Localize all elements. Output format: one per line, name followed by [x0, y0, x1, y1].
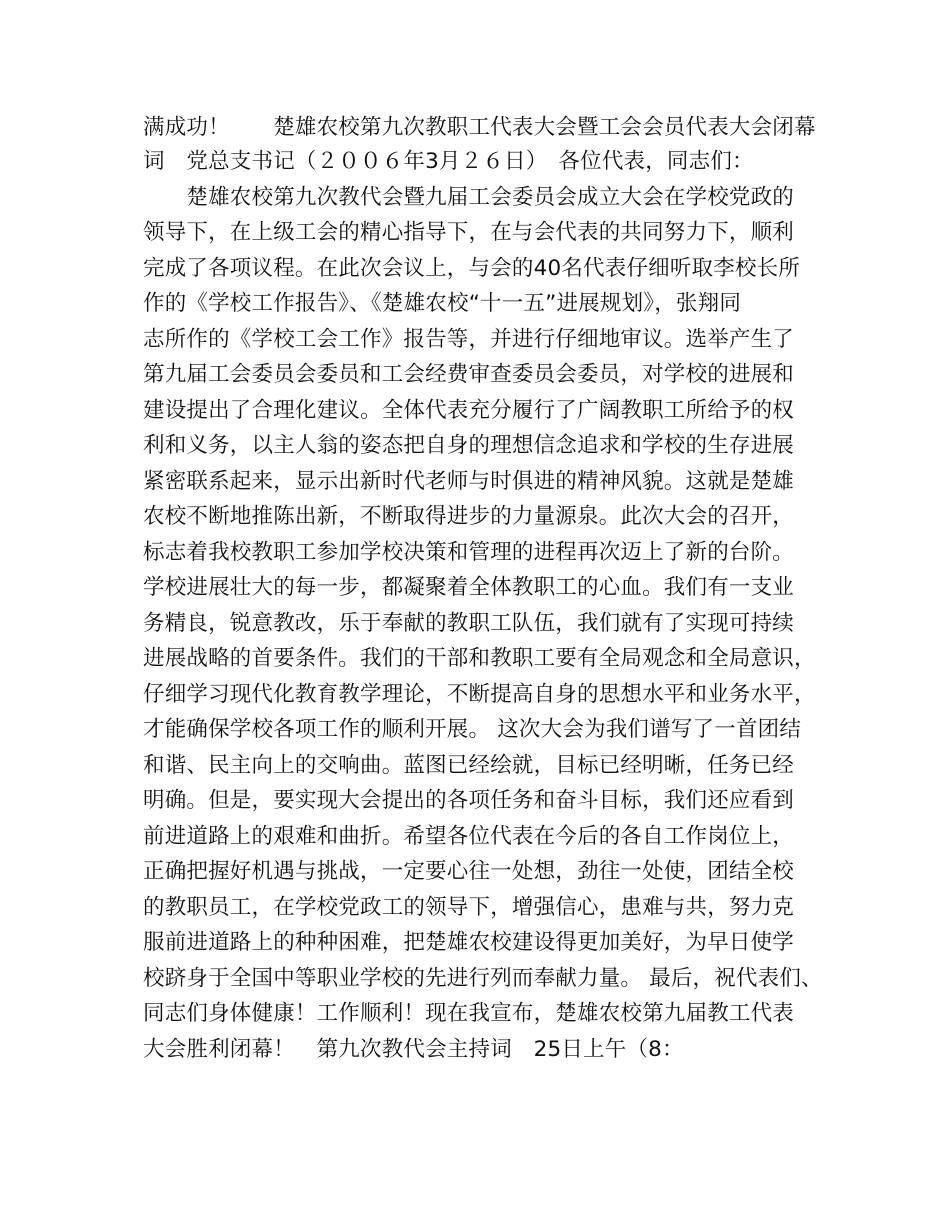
- text-line: 务精良，锐意教改，乐于奉献的教职工队伍，我们就有了实现可持续: [143, 611, 795, 636]
- text-line: 才能确保学校各项工作的顺利开展。 这次大会为我们谱写了一首团结: [143, 717, 802, 742]
- text-line: 服前进道路上的种种困难，把楚雄农校建设得更加美好，为早日使学: [143, 930, 795, 955]
- text-line: 正确把握好机遇与挑战，一定要心往一处想，劲往一处使，团结全校: [143, 859, 795, 884]
- text-line: 仔细学习现代化教育教学理论，不断提高自身的思想水平和业务水平，: [143, 682, 816, 707]
- text-line: 志所作的《学校工会工作》报告等，并进行仔细地审议。选举产生了: [143, 327, 795, 352]
- text-line: 前进道路上的艰难和曲折。希望各位代表在今后的各自工作岗位上，: [143, 824, 795, 849]
- text-line: 进展战略的首要条件。我们的干部和教职工要有全局观念和全局意识，: [143, 646, 816, 671]
- text-line: 明确。但是，要实现大会提出的各项任务和奋斗目标，我们还应看到: [143, 788, 795, 813]
- text-line: 和谐、民主向上的交响曲。蓝图已经绘就，目标已经明晰，任务已经: [143, 753, 795, 778]
- text-line: 学校进展壮大的每一步，都凝聚着全体教职工的心血。我们有一支业: [143, 575, 795, 600]
- text-line: 校跻身于全国中等职业学校的先进行列而奉献力量。 最后，祝代表们、: [143, 966, 823, 991]
- text-line: 农校不断地推陈出新，不断取得进步的力量源泉。此次大会的召开，: [143, 504, 795, 529]
- text-line: 大会胜利闭幕！ 第九次教代会主持词 25日上午（8：: [143, 1037, 684, 1062]
- text-line: 作的《学校工作报告》、《楚雄农校“十一五”进展规划》，张翔同: [143, 291, 742, 316]
- text-line: 同志们身体健康！工作顺利！现在我宣布，楚雄农校第九届教工代表: [143, 1001, 795, 1026]
- text-line: 的教职员工，在学校党政工的领导下，增强信心，患难与共，努力克: [143, 895, 795, 920]
- text-line: 利和义务，以主人翁的姿态把自身的理想信念追求和学校的生存进展: [143, 433, 795, 458]
- text-line: 完成了各项议程。在此次会议上，与会的40名代表仔细听取李校长所: [143, 256, 801, 281]
- text-line: 领导下，在上级工会的精心指导下，在与会代表的共同努力下，顺利: [143, 220, 795, 245]
- text-line: 词 党总支书记（２００６年3月２６日） 各位代表，同志们：: [143, 149, 754, 174]
- text-line: 满成功！ 楚雄农校第九次教职工代表大会暨工会会员代表大会闭幕: [143, 115, 816, 140]
- text-line: 建设提出了合理化建议。全体代表充分履行了广阔教职工所给予的权: [143, 398, 795, 423]
- text-line: 标志着我校教职工参加学校决策和管理的进程再次迈上了新的台阶。: [143, 540, 795, 565]
- text-line: 楚雄农校第九次教代会暨九届工会委员会成立大会在学校党政的: [143, 185, 795, 210]
- text-line: 第九届工会委员会委员和工会经费审查委员会委员，对学校的进展和: [143, 362, 795, 387]
- text-line: 紧密联系起来，显示出新时代老师与时俱进的精神风貌。这就是楚雄: [143, 469, 795, 494]
